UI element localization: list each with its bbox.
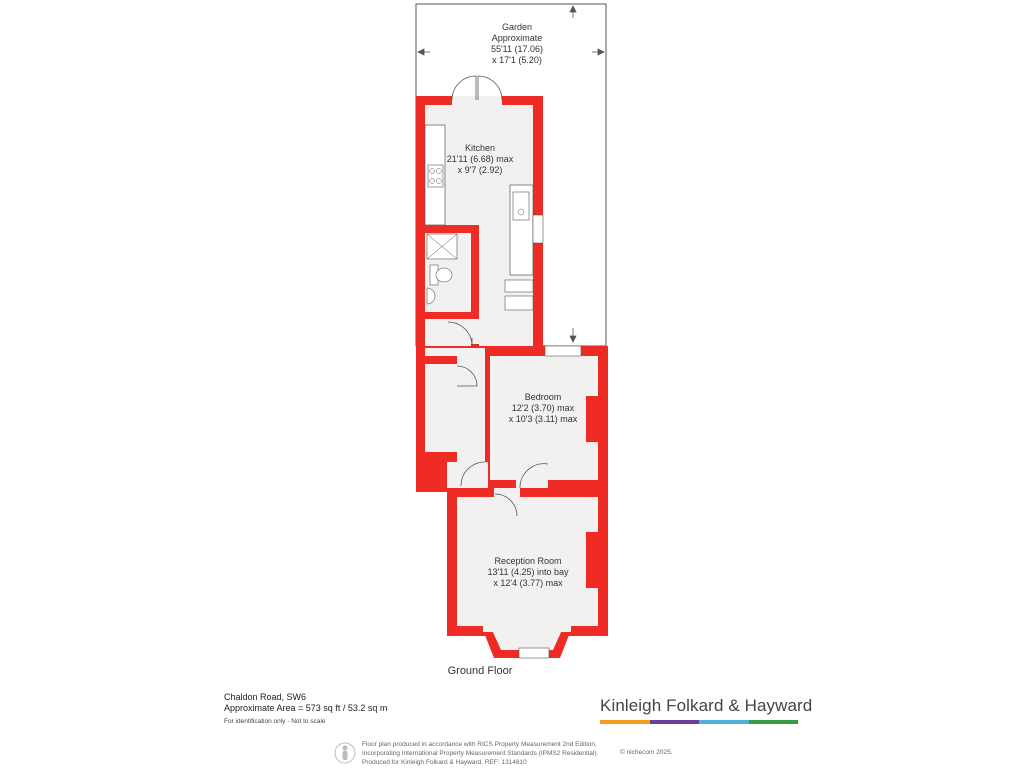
reception-label [470,556,586,589]
garden-label [470,22,564,66]
property-info [224,692,387,727]
footer-line3: Produced for Kinleigh Folkard & Hayward. REF: 1314810 [362,759,527,766]
bedroom-label [500,392,586,425]
garden-subtitle: Approximate [491,33,543,43]
footer-line2: Incorporating International Property Measurement Standards (IPMS2 Residential). [362,750,599,757]
garden-dim1: 55'11 (17.06) [490,44,544,54]
reception-dim1: 13'11 (4.25) into bay [487,567,569,577]
property-disclaimer: For identification only - Not to scale [224,718,326,725]
bedroom-dim2: x 10'3 (3.11) max [508,414,578,424]
kitchen-dim1: 21'11 (6.68) max [446,154,514,164]
property-address: Chaldon Road, SW6 [224,692,307,702]
rics-icon [335,743,355,763]
floor-name: Ground Floor [447,665,513,677]
kitchen-label [440,143,520,176]
kitchen-block [416,76,543,354]
kitchen-dim2: x 9'7 (2.92) [457,165,503,175]
footer-copyright: © nichecom 2025. [620,749,673,756]
property-area: Approximate Area = 573 sq ft / 53.2 sq m [224,703,388,713]
kitchen-name: Kitchen [464,143,496,153]
bedroom-dim1: 12'2 (3.70) max [511,403,575,413]
footer-note [362,740,598,767]
garden-name: Garden [501,22,533,32]
reception-name: Reception Room [494,556,562,566]
footer-line1: Floor plan produced in accordance with RICS Property Measurement 2nd Edition, [362,741,597,748]
brand-name: Kinleigh Folkard & Hayward [600,696,813,715]
brand-color-bar [600,720,798,724]
garden-dim2: x 17'1 (5.20) [492,55,542,65]
brand-logo [600,696,813,724]
brand-bar-orange [600,720,650,724]
bedroom-name: Bedroom [524,392,562,402]
brand-bar-blue [699,720,749,724]
brand-bar-green [749,720,799,724]
brand-bar-purple [650,720,700,724]
reception-dim2: x 12'4 (3.77) max [493,578,563,588]
